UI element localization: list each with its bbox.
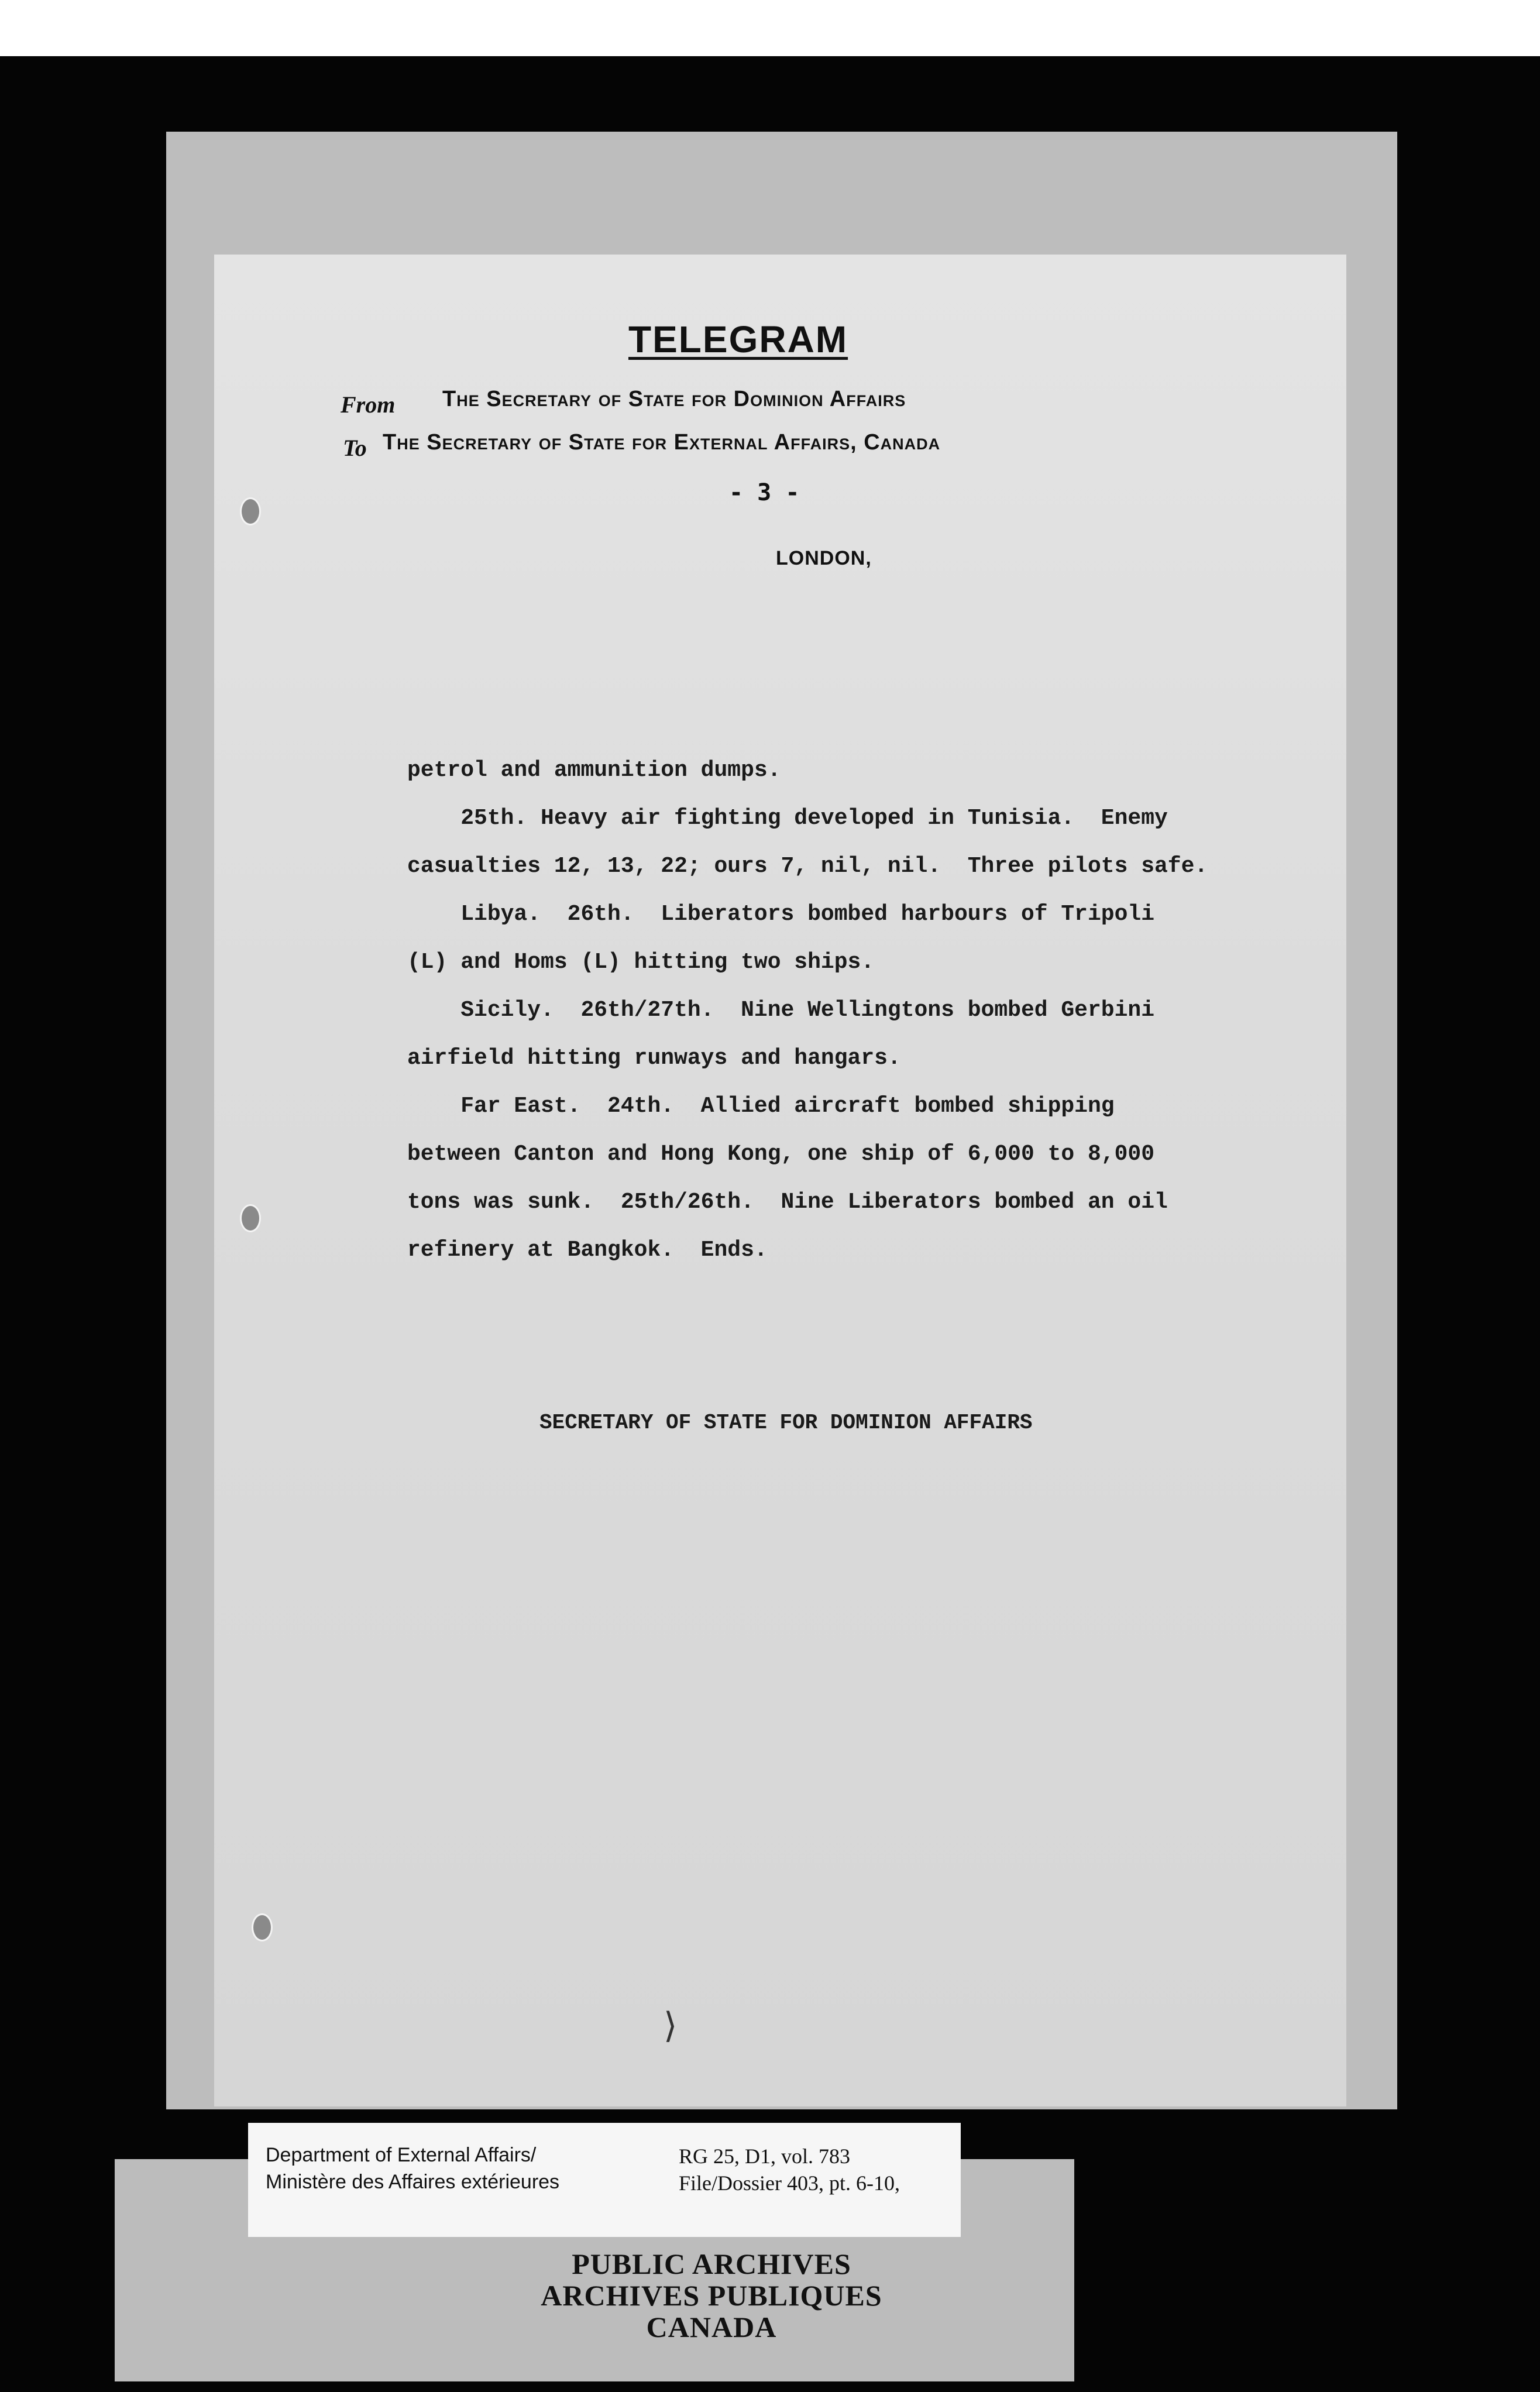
from-label: From [341, 391, 396, 418]
body-line: tons was sunk. 25th/26th. Nine Liberators bombed an oil [407, 1190, 1168, 1215]
body-line: casualties 12, 13, 22; ours 7, nil, nil. Three pilots safe. [407, 854, 1208, 879]
to-label: To [343, 435, 367, 461]
telegram-body [407, 758, 1320, 1286]
telegram-title: TELEGRAM [628, 318, 848, 360]
punch-hole [240, 1204, 261, 1232]
page-number: - 3 - [729, 479, 800, 506]
body-line: petrol and ammunition dumps. [407, 758, 781, 783]
archive-reference-card [248, 2123, 961, 2237]
recipient: The Secretary of State for External Affairs, Canada [383, 430, 941, 455]
place-of-origin: LONDON, [776, 547, 872, 569]
reference-record-group: RG 25, D1, vol. 783 [679, 2144, 851, 2168]
reference-file: File/Dossier 403, pt. 6-10, [679, 2171, 900, 2195]
archive-stamp-line-2: ARCHIVES PUBLIQUES [541, 2279, 882, 2312]
body-line: between Canton and Hong Kong, one ship of 6,000 to 8,000 [407, 1142, 1155, 1167]
telegram-page [214, 255, 1346, 2106]
body-line: (L) and Homs (L) hitting two ships. [407, 950, 875, 975]
signature-line: SECRETARY OF STATE FOR DOMINION AFFAIRS [539, 1411, 1033, 1435]
sender: The Secretary of State for Dominion Affairs [442, 387, 906, 411]
body-line: airfield hitting runways and hangars. [407, 1046, 901, 1071]
body-line: Libya. 26th. Liberators bombed harbours of Tripoli [407, 902, 1155, 927]
body-line: Sicily. 26th/27th. Nine Wellingtons bombed Gerbini [407, 998, 1155, 1023]
archive-stamp-line-1: PUBLIC ARCHIVES [572, 2247, 851, 2280]
department-fr: Ministère des Affaires extérieures [266, 2171, 560, 2193]
punch-hole [240, 497, 261, 525]
archive-stamp-line-3: CANADA [646, 2311, 777, 2343]
department-en: Department of External Affairs/ [266, 2144, 537, 2166]
punch-hole [252, 1913, 273, 1941]
pencil-bracket-mark: ⟩ [664, 2005, 678, 2046]
body-line: Far East. 24th. Allied aircraft bombed shipping [407, 1094, 1115, 1119]
body-line: refinery at Bangkok. Ends. [407, 1238, 768, 1263]
body-line: 25th. Heavy air fighting developed in Tunisia. Enemy [407, 806, 1168, 831]
